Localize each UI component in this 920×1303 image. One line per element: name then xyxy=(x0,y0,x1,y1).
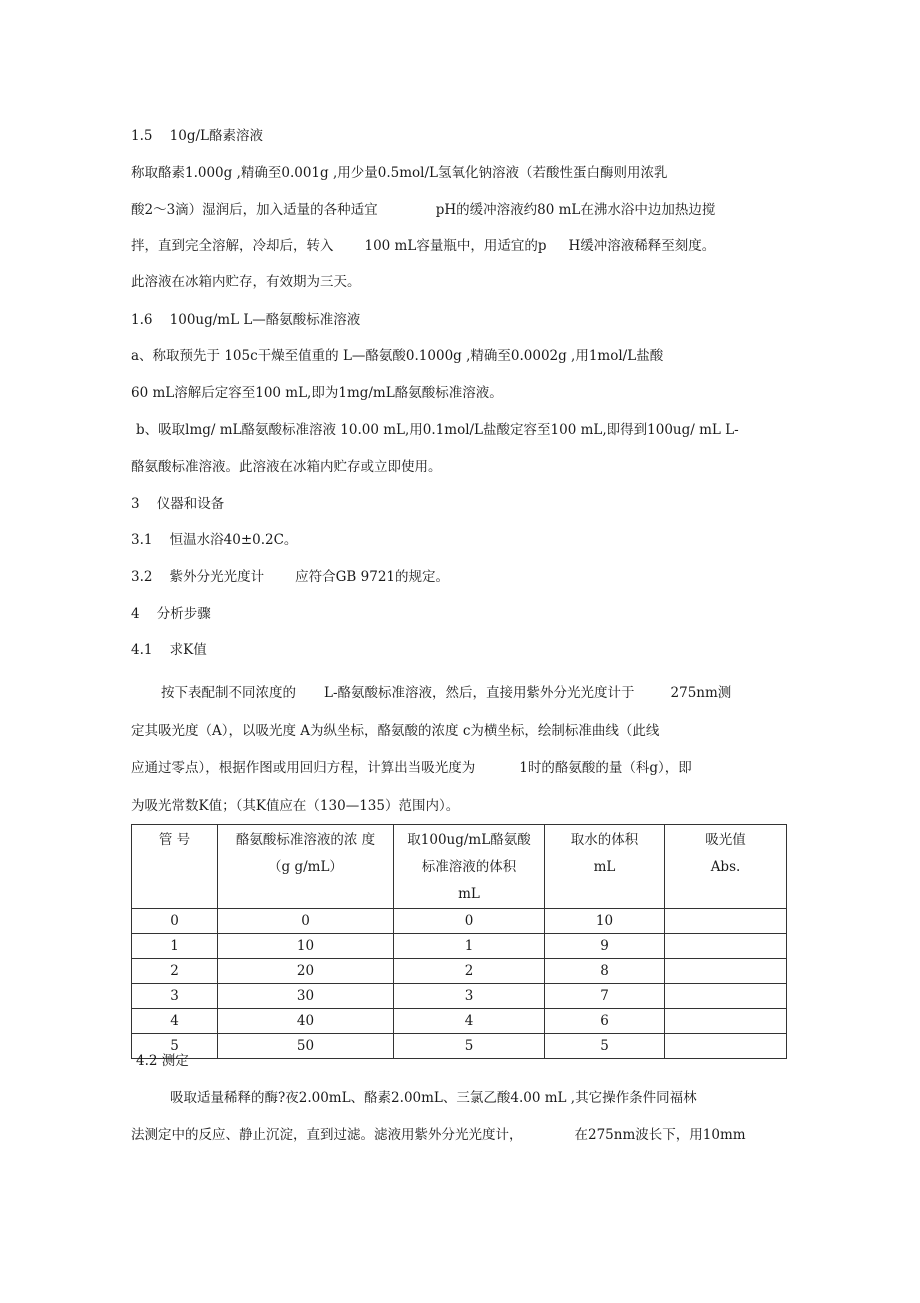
table-row xyxy=(132,1009,787,1034)
text-line: 酪氨酸标准溶液。此溶液在冰箱内贮存或立即使用。 xyxy=(131,459,442,475)
text-line: 此溶液在冰箱内贮存，有效期为三天。 xyxy=(131,274,361,290)
text-line: 称取酪素1.000g ,精确至0.001g ,用少量0.5mol/L氢氧化钠溶液（若酸性蛋白酶则用浓乳 xyxy=(131,165,668,181)
table-cell: 50 xyxy=(218,1034,394,1059)
section-3-heading: 3 仪器和设备 xyxy=(131,496,225,512)
table-header-row xyxy=(132,825,787,909)
table-cell: 9 xyxy=(545,934,665,959)
header-water-volume: 取水的体积 mL xyxy=(545,825,665,909)
table-cell: 2 xyxy=(394,959,545,984)
text-line: 酸2～3滴）湿润后，加入适量的各种适宜 pH的缓冲溶液约80 mL在沸水浴中边加热边搅 xyxy=(131,202,716,218)
table-row xyxy=(132,909,787,934)
table-cell: 5 xyxy=(132,1034,218,1059)
table-cell: 0 xyxy=(218,909,394,934)
table-row xyxy=(132,959,787,984)
section-4-2-heading: 4.2 测定 xyxy=(136,1053,189,1069)
header-concentration: 酪氨酸标准溶液的浓 度 （g g/mL） xyxy=(218,825,394,909)
table-cell: 0 xyxy=(132,909,218,934)
section-4-1-heading: 4.1 求K值 xyxy=(131,642,207,658)
text-line: 为吸光常数K值；（其K值应在（130—135）范围内）。 xyxy=(131,798,460,814)
table-cell: 1 xyxy=(132,934,218,959)
text-line: 60 mL溶解后定容至100 mL,即为1mg/mL酪氨酸标准溶液。 xyxy=(131,385,503,401)
table-cell: 40 xyxy=(218,1009,394,1034)
table-cell: 10 xyxy=(545,909,665,934)
section-3-2-heading: 3.2 紫外分光光度计 应符合GB 9721的规定。 xyxy=(131,569,449,585)
table-cell: 4 xyxy=(132,1009,218,1034)
table-row xyxy=(132,984,787,1009)
text-line: 拌，直到完全溶解，冷却后，转入 100 mL容量瓶中，用适宜的p H缓冲溶液稀释至刻度。 xyxy=(131,238,716,254)
table-cell xyxy=(665,984,787,1009)
table-cell xyxy=(665,959,787,984)
table-row xyxy=(132,934,787,959)
header-standard-volume: 取100ug/mL酪氨酸 标准溶液的体积 mL xyxy=(394,825,545,909)
standard-solution-table xyxy=(131,824,787,1059)
table-cell: 7 xyxy=(545,984,665,1009)
table-cell: 30 xyxy=(218,984,394,1009)
section-3-1-heading: 3.1 恒温水浴40±0.2C。 xyxy=(131,532,298,548)
table-cell: 1 xyxy=(394,934,545,959)
table-row xyxy=(132,1034,787,1059)
text-line: 应通过零点），根据作图或用回归方程，计算出当吸光度为 1时的酪氨酸的量（科g），即 xyxy=(131,760,692,776)
table-cell: 10 xyxy=(218,934,394,959)
table-cell: 0 xyxy=(394,909,545,934)
section-4-heading: 4 分析步骤 xyxy=(131,606,211,622)
table-cell xyxy=(665,1034,787,1059)
header-absorbance: 吸光值 Abs. xyxy=(665,825,787,909)
text-line: a、称取预先于 105c干燥至值重的 L—酪氨酸0.1000g ,精确至0.0002g ,用1mol/L盐酸 xyxy=(131,348,664,364)
table-cell: 3 xyxy=(394,984,545,1009)
table-cell xyxy=(665,934,787,959)
table-cell: 2 xyxy=(132,959,218,984)
text-line: b、吸取lmg/ mL酪氨酸标准溶液 10.00 mL,用0.1mol/L盐酸定容至100 mL,即得到100ug/ mL L- xyxy=(136,422,739,438)
section-1-6-heading: 1.6 100ug/mL L—酪氨酸标准溶液 xyxy=(131,312,361,328)
table-cell: 20 xyxy=(218,959,394,984)
table-cell xyxy=(665,1009,787,1034)
table-cell: 5 xyxy=(545,1034,665,1059)
header-tube-no: 管 号 xyxy=(132,825,218,909)
text-line: 法测定中的反应、静止沉淀，直到过滤。滤液用紫外分光光度计， 在275nm波长下，用10mm xyxy=(131,1127,746,1143)
table-cell: 5 xyxy=(394,1034,545,1059)
table-cell: 6 xyxy=(545,1009,665,1034)
table-cell: 3 xyxy=(132,984,218,1009)
text-line: 定其吸光度（A），以吸光度 A为纵坐标，酪氨酸的浓度 c为横坐标，绘制标准曲线（此线 xyxy=(131,723,660,739)
table-cell: 4 xyxy=(394,1009,545,1034)
text-line: 按下表配制不同浓度的 L-酪氨酸标准溶液，然后，直接用紫外分光光度计于 275nm测 xyxy=(161,685,732,701)
text-line: 吸取适量稀释的酶?夜2.00mL、酪素2.00mL、三氯乙酸4.00 mL ,其它操作条件同福林 xyxy=(170,1090,697,1106)
table-cell xyxy=(665,909,787,934)
section-1-5-heading: 1.5 10g/L酪素溶液 xyxy=(131,128,263,144)
table-cell: 8 xyxy=(545,959,665,984)
